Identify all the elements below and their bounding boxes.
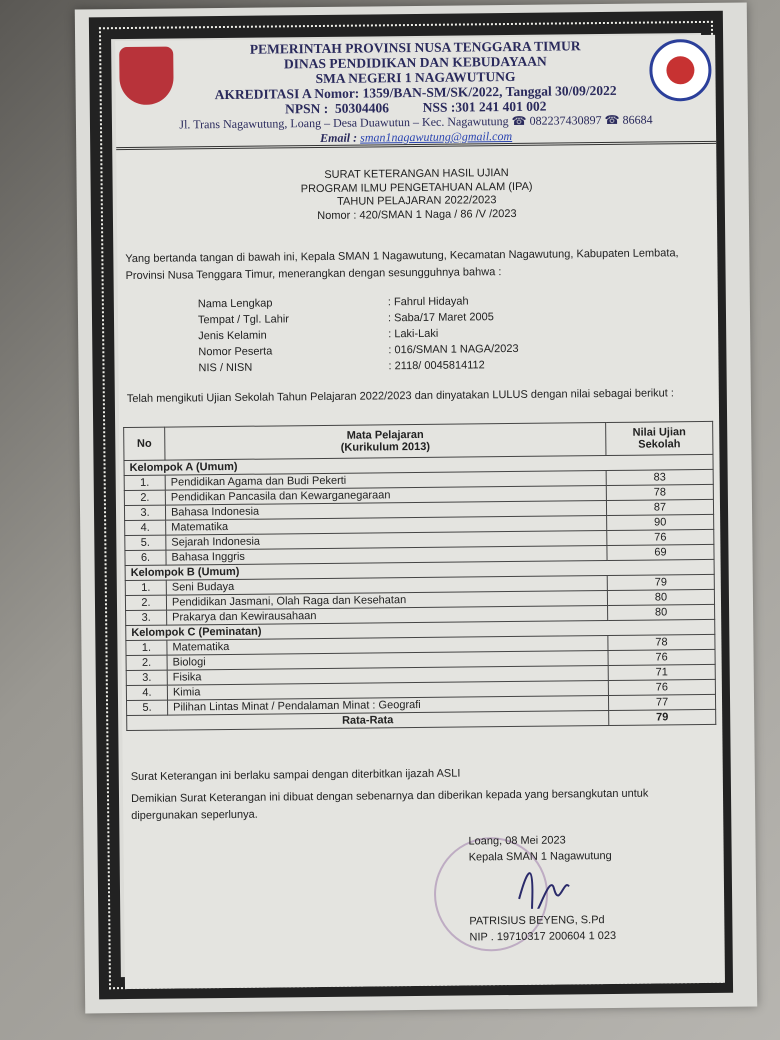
signature-position: Kepala SMAN 1 Nagawutung <box>468 849 612 864</box>
subject-score: 78 <box>606 484 713 500</box>
subject-score: 76 <box>608 679 715 695</box>
subject-score: 80 <box>607 589 714 605</box>
subject-name: Pendidikan Agama dan Budi Pekerti <box>165 471 606 491</box>
subject-score: 83 <box>606 469 713 485</box>
row-number: 5. <box>127 700 168 715</box>
subject-score: 80 <box>608 604 715 620</box>
col-subject: Mata Pelajaran (Kurikulum 2013) <box>165 423 606 461</box>
address-line: Jl. Trans Nagawutung, Loang – Desa Duawutun – Kec. Nagawutung ☎ 082237430897 ☎ 86684 <box>179 112 653 132</box>
subject-name: Fisika <box>167 665 608 685</box>
identity-row: Nama Lengkap : Fahrul Hidayah <box>197 295 469 311</box>
row-number: 2. <box>126 655 167 670</box>
student-identity <box>198 295 519 378</box>
row-number: 3. <box>124 505 165 520</box>
certificate-sheet <box>75 3 757 1014</box>
result-paragraph: Telah mengikuti Ujian Sekolah Tahun Pelajaran 2022/2023 dan dinyatakan LULUS dengan nilai sebagai berikut : <box>126 387 675 406</box>
row-number: 1. <box>124 475 165 490</box>
subject-score: 77 <box>608 694 715 710</box>
subject-name: Bahasa Indonesia <box>165 501 606 521</box>
grades-body <box>124 454 716 715</box>
subject-name: Pendidikan Jasmani, Olah Raga dan Kesehatan <box>166 591 607 611</box>
col-score: Nilai Ujian Sekolah <box>606 421 713 455</box>
subject-score: 87 <box>606 499 713 515</box>
email-label: Email : <box>320 130 361 145</box>
subject-score: 69 <box>607 544 714 560</box>
title-line: PROGRAM ILMU PENGETAHUAN ALAM (IPA) <box>300 180 533 195</box>
subject-name: Bahasa Inggris <box>166 546 607 566</box>
subject-score: 90 <box>607 514 714 530</box>
email-link[interactable]: sman1nagawutung@gmail.com <box>360 128 513 145</box>
signature-date: Loang, 08 Mei 2023 <box>468 834 566 848</box>
validity-note: Surat Keterangan ini berlaku sampai dengan diterbitkan ijazah ASLI <box>130 767 461 784</box>
closing-paragraph: Demikian Surat Keterangan ini dibuat dengan sebenarnya dan diberikan kepada yang bersangkutan untuk dipergunakan seperlunya. <box>130 787 649 822</box>
npsn-line: NPSN : 50304406 NSS :301 241 401 002 <box>285 98 547 117</box>
school-logo-icon <box>649 39 712 102</box>
subject-name: Biologi <box>167 650 608 670</box>
row-number: 3. <box>126 610 167 625</box>
group-name: Kelompok B (Umum) <box>125 559 714 580</box>
document-title <box>116 165 717 225</box>
subject-name: Pendidikan Pancasila dan Kewarganegaraan <box>165 486 606 506</box>
letterhead-line: PEMERINTAH PROVINSI NUSA TENGGARA TIMUR <box>249 38 581 57</box>
average-value: 79 <box>609 709 716 725</box>
grades-table <box>123 421 716 731</box>
subject-name: Kimia <box>167 680 608 700</box>
row-number: 4. <box>126 685 167 700</box>
row-number: 2. <box>124 490 165 505</box>
subject-score: 71 <box>608 664 715 680</box>
accreditation-line: AKREDITASI A Nomor: 1359/BAN-SM/SK/2022, Tanggal 30/09/2022 <box>214 82 617 103</box>
letterhead-line: SMA NEGERI 1 NAGAWUTUNG <box>315 68 516 87</box>
subject-score: 78 <box>608 634 715 650</box>
subject-score: 76 <box>607 529 714 545</box>
row-number: 3. <box>126 670 167 685</box>
subject-name: Sejarah Indonesia <box>166 531 607 551</box>
title-line: TAHUN PELAJARAN 2022/2023 <box>337 194 497 208</box>
row-number: 4. <box>125 520 166 535</box>
identity-row: Nomor Peserta : 016/SMAN 1 NAGA/2023 <box>198 342 519 359</box>
document-body <box>115 35 725 989</box>
average-label: Rata-Rata <box>127 710 609 730</box>
identity-row: NIS / NISN : 2118/ 0045814112 <box>198 359 485 375</box>
signatory-name: PATRISIUS BEYENG, S.Pd <box>469 914 605 928</box>
subject-name: Matematika <box>166 516 607 536</box>
subject-name: Prakarya dan Kewirausahaan <box>167 605 608 625</box>
title-line: SURAT KETERANGAN HASIL UJIAN <box>324 167 509 181</box>
signatory-nip: NIP . 19710317 200604 1 023 <box>469 929 617 944</box>
signature-block <box>468 832 616 946</box>
subject-name: Matematika <box>167 635 608 655</box>
subject-name: Pilihan Lintas Minat / Pendalaman Minat : Geografi <box>167 695 608 715</box>
letterhead-line: DINAS PENDIDIKAN DAN KEBUDAYAAN <box>283 53 547 72</box>
identity-row: Jenis Kelamin : Laki-Laki <box>198 327 439 343</box>
group-name: Kelompok C (Peminatan) <box>126 619 715 640</box>
row-number: 2. <box>125 595 166 610</box>
col-no: No <box>124 427 165 460</box>
identity-row: Tempat / Tgl. Lahir : Saba/17 Maret 2005 <box>197 311 494 327</box>
subject-name: Seni Budaya <box>166 576 607 596</box>
letterhead <box>115 35 716 151</box>
group-name: Kelompok A (Umum) <box>124 454 713 475</box>
row-number: 1. <box>126 640 167 655</box>
subject-score: 76 <box>608 649 715 665</box>
row-number: 1. <box>125 580 166 595</box>
row-number: 6. <box>125 550 166 565</box>
subject-score: 79 <box>607 574 714 590</box>
intro-paragraph: Yang bertanda tangan di bawah ini, Kepala SMAN 1 Nagawutung, Kecamatan Nagawutung, Kabupaten Lembata, Provinsi Nusa Tenggara Timur, menerangkan dengan sesungguhnya bahwa : <box>125 247 679 283</box>
row-number: 5. <box>125 535 166 550</box>
province-logo-icon <box>119 47 174 106</box>
document-number: Nomor : 420/SMAN 1 Naga / 86 /V /2023 <box>317 207 517 222</box>
